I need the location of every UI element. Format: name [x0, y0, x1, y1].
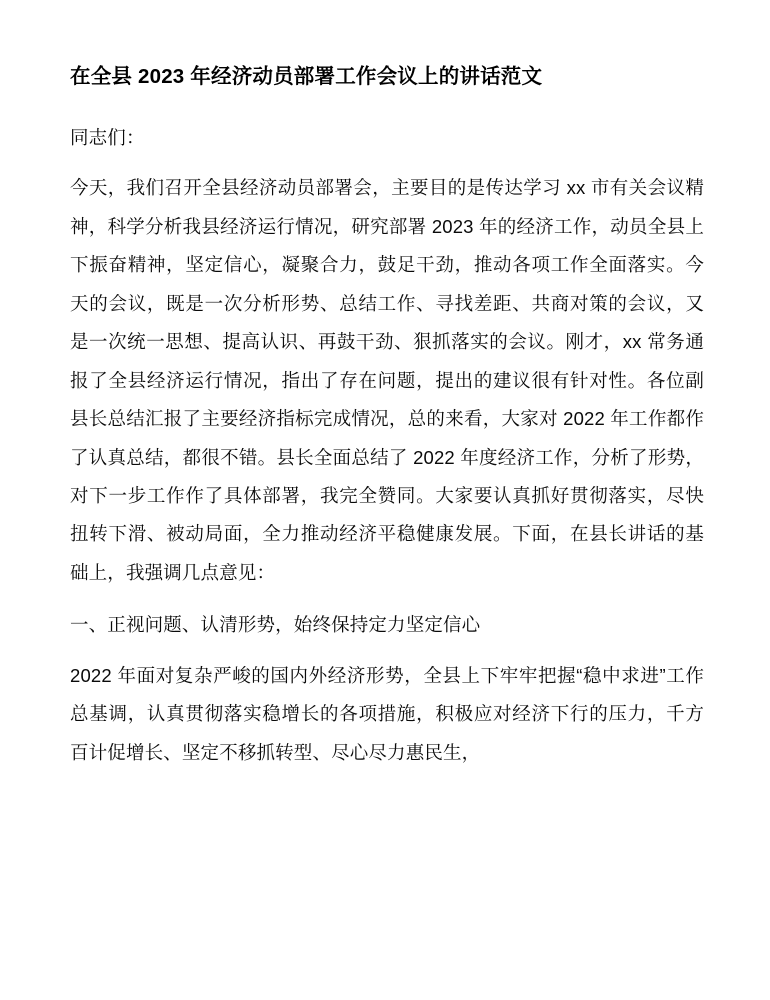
- paragraph-section-heading-1: 一、正视问题、认清形势，始终保持定力坚定信心: [70, 614, 481, 636]
- paragraph-body-2: 2022 年面对复杂严峻的国内外经济形势，全县上下牢牢把握“稳中求进”工作总基调，认真贯彻落实稳增长的各项措施，积极应对经济下行的压力，千方百计促增长、坚定不移抓转型、尽心尽力惠民生，: [70, 664, 704, 763]
- paragraph-body-1: 今天，我们召开全县经济动员部署会，主要目的是传达学习 xx 市有关会议精神，科学分析我县经济运行情况，研究部署 2023 年的经济工作，动员全县上下振奋精神，坚定信心，凝聚合力，鼓足干劲，推动各项工作全面落实。今天的会议，既是一次分析形势、总结工作、寻找差距、共商对策的会议，又是一次统一思想、提高认识、再鼓干劲、狠抓落实的会议。刚才，xx 常务通报了全县经济运行情况，指出了存在问题，提出的建议很有针对性。各位副县长总结汇报了主要经济指标完成情况，总的来看，大家对 2022 年工作都作了认真总结，都很不错。县长全面总结了 2022 年度经济工作，分析了形势，对下一步工作作了具体部署，我完全赞同。大家要认真抓好贯彻落实，尽快扭转下滑、被动局面，全力推动经济平稳健康发展。下面，在县长讲话的基础上，我强调几点意见：: [70, 177, 704, 583]
- paragraph-salutation: 同志们：: [70, 126, 145, 148]
- page-title: 在全县 2023 年经济动员部署工作会议上的讲话范文: [70, 65, 543, 88]
